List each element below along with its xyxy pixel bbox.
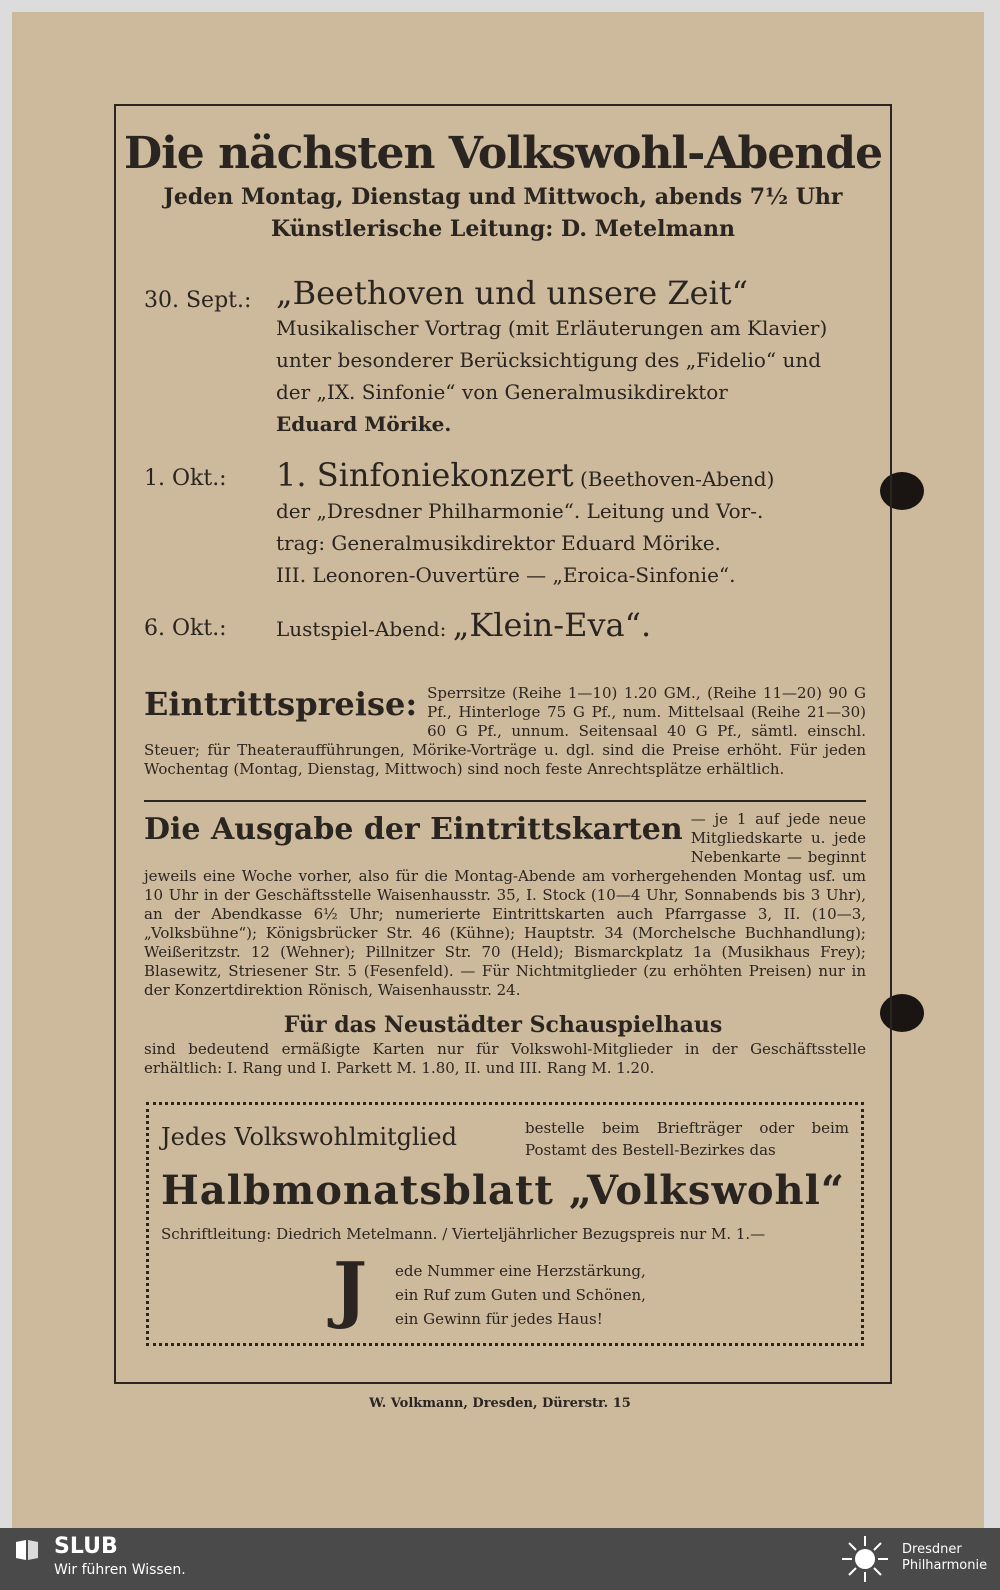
motto-initial: J bbox=[333, 1246, 368, 1331]
page-title: Die nächsten Volkswohl-Abende bbox=[123, 128, 883, 179]
partner-line: Dresdner bbox=[902, 1542, 962, 1557]
poster-frame bbox=[114, 104, 892, 1384]
event-date: 6. Okt.: bbox=[144, 616, 227, 641]
event-line: Musikalischer Vortrag (mit Erläuterungen am Klavier) bbox=[276, 316, 828, 340]
event-line: trag: Generalmusikdirektor Eduard Mörike. bbox=[276, 531, 721, 555]
neustadt-text: sind bedeutend ermäßigte Karten nur für Volkswohl-Mitglieder in der Geschäftsstelle erhältlich: I. Rang und I. Parkett M. 1.80, II. und III. Rang M. 1.20. bbox=[144, 1040, 866, 1077]
tickets-text: — je 1 auf jede neue Mitgliedskarte u. jede Nebenkarte — beginnt jeweils eine Woche vorher, also für die Montag-Abende am vorhergehenden Montag usf. um 10 Uhr in der Geschäftsstelle Waisenhausstr. 35, I. Stock (10—4 Uhr, Sonnabends bis 3 Uhr), an der Abendkasse 6½ Uhr; numerierte Eintrittskarten auch Pfarrgasse 3, II. (10—3, „Volksbühne“); Königsbrücker Str. 46 (Kühne); Hauptstr. 34 (Morchelsche Buchhandlung); Weißeritzstr. 12 (Wehner); Pillnitzer Str. 70 (Held); Bismarckplatz 1a (Musikhaus Frey); Blasewitz, Striesener Str. 5 (Fesenfeld). — Für Nichtmitglieder (zu erhöhten Preisen) nur in der Konzertdirektion Rönisch, Waisenhausstr. 24. bbox=[144, 810, 866, 999]
prices-section bbox=[144, 684, 866, 779]
direction-line: Künstlerische Leitung: D. Metelmann bbox=[270, 216, 736, 242]
prices-heading: Eintrittspreise: bbox=[144, 685, 418, 723]
neustadt-heading: Für das Neustädter Schauspielhaus bbox=[283, 1012, 723, 1038]
slub-tagline: Wir führen Wissen. bbox=[54, 1562, 186, 1578]
partner-line: Philharmonie bbox=[902, 1558, 988, 1573]
tickets-section bbox=[144, 810, 866, 1000]
event-title: 1. Sinfoniekonzert bbox=[276, 456, 574, 494]
box-side-text: bestelle beim Briefträger oder beim Postamt des Bestell-Bezirkes das bbox=[525, 1119, 849, 1159]
event-line: unter besonderer Berücksichtigung des „Fidelio“ und bbox=[276, 348, 822, 372]
motto-line: ede Nummer eine Herzstärkung, bbox=[395, 1262, 646, 1280]
event-line: Eduard Mörike. bbox=[276, 412, 452, 436]
motto-line: ein Gewinn für jedes Haus! bbox=[395, 1310, 603, 1328]
partner-logo-text[interactable] bbox=[902, 1542, 987, 1574]
slub-logo-text[interactable]: SLUB bbox=[54, 1534, 118, 1559]
box-heading: Jedes Volkswohlmitglied bbox=[161, 1123, 457, 1151]
event-date: 1. Okt.: bbox=[144, 466, 227, 491]
motto-line: ein Ruf zum Guten und Schönen, bbox=[395, 1286, 646, 1304]
event-date: 30. Sept.: bbox=[144, 288, 252, 313]
footer-bar bbox=[0, 1528, 1000, 1590]
event-title-suffix: (Beethoven-Abend) bbox=[579, 467, 775, 491]
prices-text: Sperrsitze (Reihe 1—10) 1.20 GM., (Reihe 11—20) 90 G Pf., Hinterloge 75 G Pf., num. Mittelsaal (Reihe 21—30) 60 G Pf., unnum. Seitensaal 40 G Pf., sämtl. einschl. Steuer; für Theateraufführungen, Mörike-Vorträge u. dgl. sind die Preise erhöht. Für jeden Wochentag (Montag, Dienstag, Mittwoch) sind noch feste Anrechtsplätze erhältlich. bbox=[144, 684, 866, 778]
book-icon bbox=[14, 1538, 40, 1562]
event-line: III. Leonoren-Ouvertüre — „Eroica-Sinfonie“. bbox=[276, 563, 736, 587]
divider bbox=[144, 800, 866, 802]
printer-line: W. Volkmann, Dresden, Dürerstr. 15 bbox=[369, 1396, 631, 1411]
schedule-line: Jeden Montag, Dienstag und Mittwoch, abends 7½ Uhr bbox=[163, 184, 843, 210]
motto bbox=[395, 1259, 646, 1331]
tickets-heading: Die Ausgabe der Eintrittskarten bbox=[144, 812, 683, 847]
event-title-prefix: Lustspiel-Abend: bbox=[276, 617, 447, 641]
event-title: „Klein-Eva“. bbox=[452, 606, 652, 644]
box-editor: Schriftleitung: Diedrich Metelmann. / Vierteljährlicher Bezugspreis nur M. 1.— bbox=[161, 1225, 766, 1243]
sunburst-icon bbox=[840, 1534, 890, 1584]
box-title: Halbmonatsblatt „Volkswohl“ bbox=[161, 1167, 845, 1214]
event-title: „Beethoven und unsere Zeit“ bbox=[276, 274, 748, 312]
event-line: der „Dresdner Philharmonie“. Leitung und Vor-. bbox=[276, 499, 764, 523]
newsletter-box bbox=[146, 1102, 864, 1346]
event-line: der „IX. Sinfonie“ von Generalmusikdirektor bbox=[276, 380, 728, 404]
